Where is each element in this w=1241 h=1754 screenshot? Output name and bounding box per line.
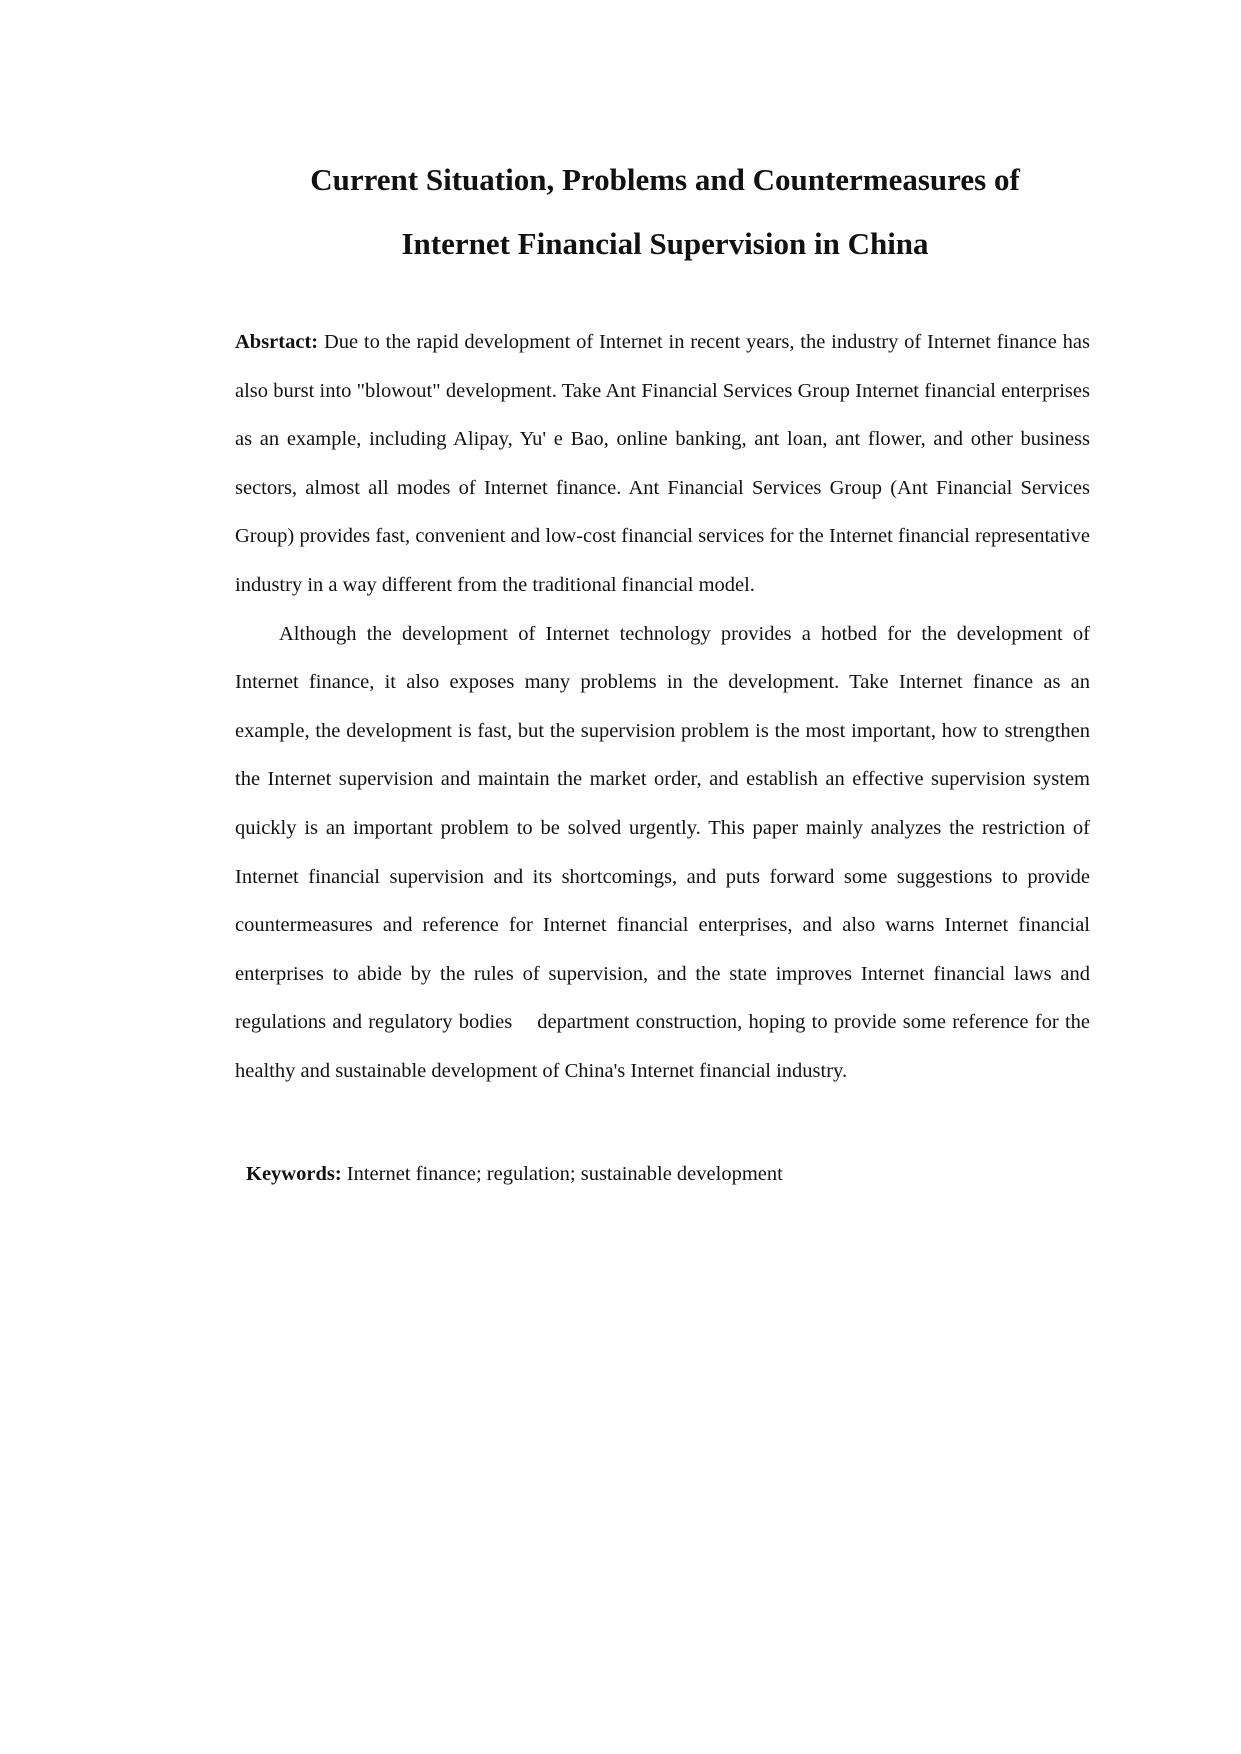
abstract-paragraph-2: Although the development of Internet technology provides a hotbed for the development of Internet finance, it also exposes many problems in the development. Take Internet finance as an example, the development is fast, but the supervision problem is the most important, how to strengthen the Internet supervision and maintain the market order, and establish an effective supervision system quickly is an important problem to be solved urgently. This paper mainly analyzes the restriction of Internet financial supervision and its shortcomings, and puts forward some suggestions to provide countermeasures and reference for Internet financial enterprises, and also warns Internet financial enterprises to abide by the rules of supervision, and the state improves Internet financial laws and regulations and regulatory bodies department construction, hoping to provide some reference for the healthy and sustainable development of China's Internet financial industry. xyxy=(235,622,1096,1082)
keywords-text: Internet finance; regulation; sustainable development xyxy=(346,1163,783,1185)
abstract-section xyxy=(235,318,1096,1096)
abstract-label: Absrtact: xyxy=(235,331,319,353)
abstract-paragraph-1-text: Due to the rapid development of Internet in recent years, the industry of Internet finance has also burst into "blowout" development. Take Ant Financial Services Group Internet financial enterprises as an example, including Alipay, Yu' e Bao, online banking, ant loan, ant flower, and other business sectors, almost all modes of Internet finance. Ant Financial Services Group (Ant Financial Services Group) provides fast, convenient and low-cost financial services for the Internet financial representative industry in a way different from the traditional financial model. xyxy=(235,331,1091,596)
abstract-paragraph-1 xyxy=(235,318,1090,610)
paper-title xyxy=(200,148,1130,276)
keywords-label: Keywords: xyxy=(246,1163,342,1185)
keywords-line xyxy=(246,1150,1106,1199)
paper-title-line-2: Internet Financial Supervision in China xyxy=(401,226,929,261)
paper-title-line-1: Current Situation, Problems and Countermeasures of xyxy=(310,162,1020,197)
